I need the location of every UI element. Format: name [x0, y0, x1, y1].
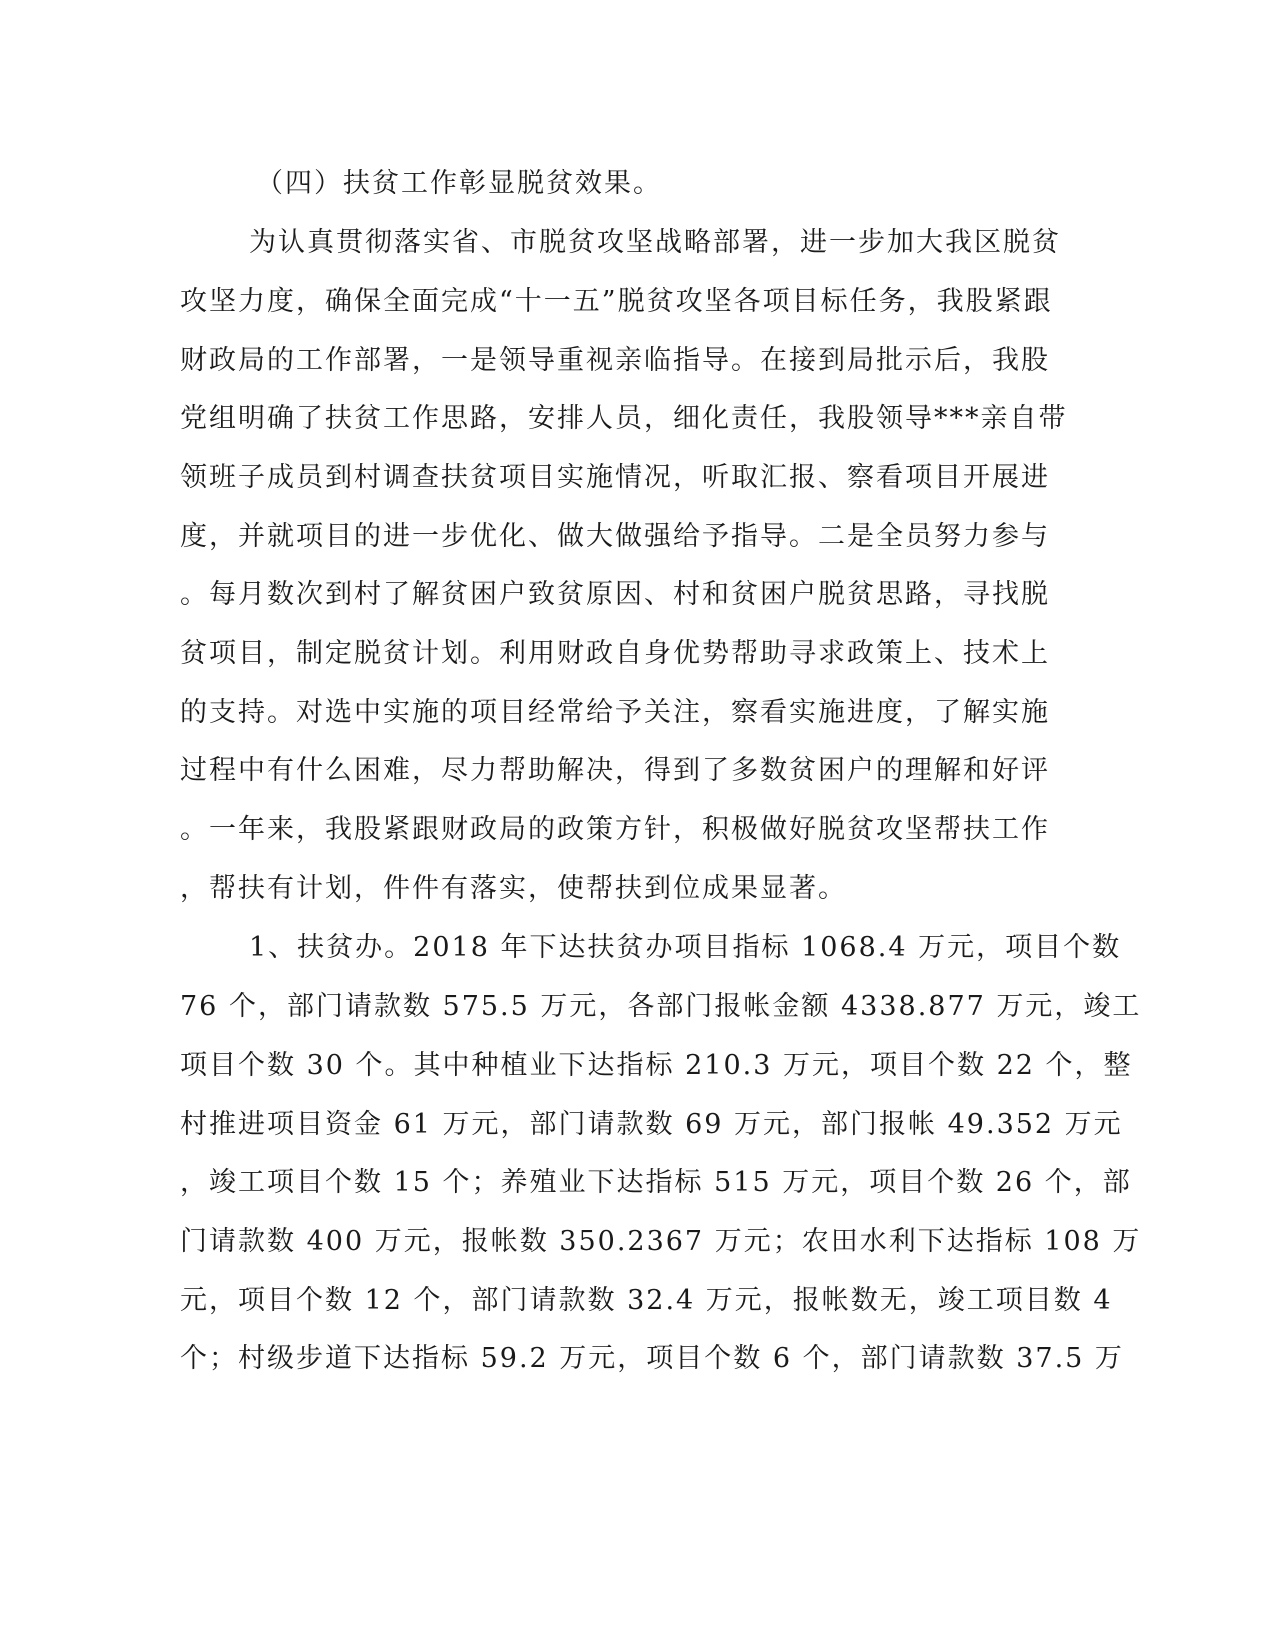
paragraph-line: 贫项目，制定脱贫计划。利用财政自身优势帮助寻求政策上、技术上	[180, 638, 1050, 669]
paragraph-line: 党组明确了扶贫工作思路，安排人员，细化责任，我股领导***亲自带	[180, 403, 1068, 434]
paragraph-line: 攻坚力度，确保全面完成“十一五”脱贫攻坚各项目标任务，我股紧跟	[180, 286, 1053, 317]
section-heading: （四）扶贫工作彰显脱贫效果。	[256, 168, 662, 199]
paragraph-line: 76 个，部门请款数 575.5 万元，各部门报帐金额 4338.877 万元，竣工	[180, 991, 1142, 1022]
paragraph-line: 的支持。对选中实施的项目经常给予关注，察看实施进度，了解实施	[180, 697, 1050, 728]
paragraph-line: 为认真贯彻落实省、市脱贫攻坚战略部署，进一步加大我区脱贫	[249, 227, 1061, 258]
paragraph-line: 。一年来，我股紧跟财政局的政策方针，积极做好脱贫攻坚帮扶工作	[180, 814, 1050, 845]
paragraph-line: 度，并就项目的进一步优化、做大做强给予指导。二是全员努力参与	[180, 521, 1050, 552]
paragraph-line: ，帮扶有计划，件件有落实，使帮扶到位成果显著。	[180, 873, 847, 904]
paragraph-line: 村推进项目资金 61 万元，部门请款数 69 万元，部门报帐 49.352 万元	[180, 1109, 1123, 1140]
paragraph-line: 。每月数次到村了解贫困户致贫原因、村和贫困户脱贫思路，寻找脱	[180, 579, 1050, 610]
paragraph-line: ，竣工项目个数 15 个；养殖业下达指标 515 万元，项目个数 26 个，部	[180, 1167, 1132, 1198]
paragraph-line: 财政局的工作部署，一是领导重视亲临指导。在接到局批示后，我股	[180, 345, 1050, 376]
paragraph-line: 元，项目个数 12 个，部门请款数 32.4 万元，报帐数无，竣工项目数 4	[180, 1285, 1113, 1316]
paragraph-line: 个；村级步道下达指标 59.2 万元，项目个数 6 个，部门请款数 37.5 万	[180, 1343, 1124, 1374]
paragraph-line: 项目个数 30 个。其中种植业下达指标 210.3 万元，项目个数 22 个，整	[180, 1050, 1133, 1081]
paragraph-line: 门请款数 400 万元，报帐数 350.2367 万元；农田水利下达指标 108 万	[180, 1226, 1142, 1257]
paragraph-line: 1、扶贫办。2018 年下达扶贫办项目指标 1068.4 万元，项目个数	[249, 932, 1122, 963]
paragraph-line: 过程中有什么困难，尽力帮助解决，得到了多数贫困户的理解和好评	[180, 755, 1050, 786]
paragraph-line: 领班子成员到村调查扶贫项目实施情况，听取汇报、察看项目开展进	[180, 462, 1050, 493]
